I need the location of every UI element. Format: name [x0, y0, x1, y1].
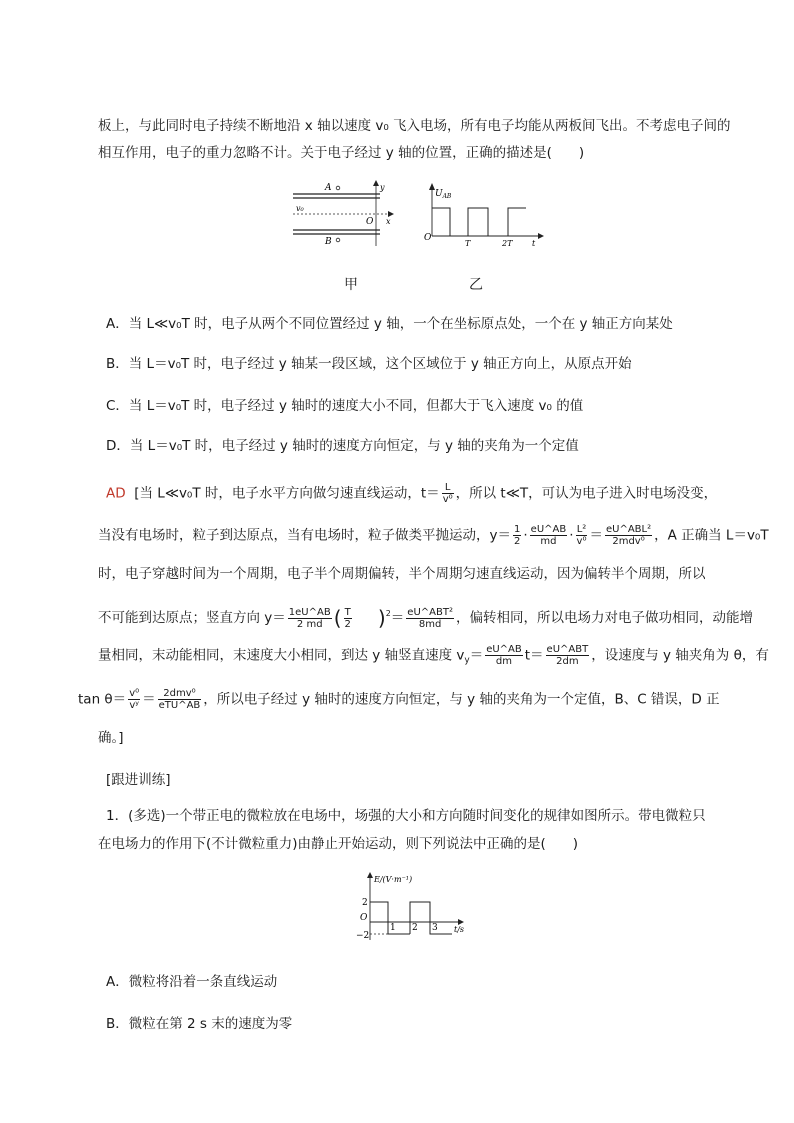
label-2t: 2T [502, 239, 513, 248]
fig-tick-2b: 2 [412, 923, 418, 933]
fig-tick-neg2: −2 [356, 931, 370, 941]
label-a: A [325, 183, 332, 193]
answer-key: AD [106, 485, 126, 502]
label-y: y [380, 183, 385, 192]
option-d: D．当 L＝v₀T 时，电子经过 y 轴时的速度方向恒定，与 y 轴的夹角为一个定值 [106, 438, 579, 454]
label-o-yi: O [424, 233, 432, 243]
option-a: A．当 L≪v₀T 时，电子从两个不同位置经过 y 轴，一个在坐标原点处，一个在 y 轴正方向某处 [106, 316, 673, 332]
answer-line-1: AD [当 L≪v₀T 时，电子水平方向做匀速直线运动，t＝ $\frac{L}{\text{v⁰}}$ ，所以 t≪T，可认为电子进入时电场没变， [106, 482, 718, 505]
label-t-period: T [465, 239, 471, 248]
followup-option-a: A．微粒将沿着一条直线运动 [106, 974, 278, 990]
figure-e-t [352, 868, 476, 948]
fig-origin: O [360, 913, 368, 923]
fig-tick-1: 1 [390, 923, 396, 933]
fig-tick-2: 2 [362, 898, 368, 908]
option-b: B．当 L＝v₀T 时，电子经过 y 轴某一段区域，这个区域位于 y 轴正方向上，从原点开始 [106, 356, 632, 372]
followup-heading: [跟进训练] [106, 772, 171, 788]
answer-line-3: 时，电子穿越时间为一个周期，电子半个周期偏转，半个周期匀速直线运动，因为偏转半个周期，所以 [98, 566, 706, 582]
caption-yi: 乙 [469, 277, 483, 293]
label-b: B [325, 237, 332, 247]
answer-line-2: 当没有电场时，粒子到达原点，当有电场时，粒子做类平抛运动，y＝ $\frac{1}{2}$ · $\frac{eU\^{}AB}{md}$ · $\frac{\text{L²}}{\text{v⁰}}$ ＝ $\frac{\text{eU\textasciicircum{}ABL²}}{\text{2mdv⁰}}$ ，A 正确当 L＝v₀T [98, 524, 769, 547]
answer-line-6: tan θ＝ $\frac{\text{v⁰}}{\text{vʸ}}$ ＝ $\frac{\text{2dmv⁰}}{\text{eTU\textasciicircum{}AB}}$ ，所以电子经过 y 轴时的速度方向恒定，与 y 轴的夹角为一个定值，B、C 错误，D 正 [78, 688, 720, 711]
label-uab: $U_{AB}$ [435, 189, 452, 200]
answer-line-4: 不可能到达原点；竖直方向 y＝ $\frac{1eU\^{}AB}{2 md}$ ( $\frac{T}{2}$ )$^2$＝ $\frac{\text{eU\textasciicircum{}ABT²}}{8md}$ ，偏转相同，所以电场力对电子做功相同，动能增 [98, 606, 753, 630]
answer-line-7: 确。] [98, 730, 124, 746]
label-v0: v₀ [296, 204, 304, 213]
fig-tick-3: 3 [432, 923, 438, 933]
figure-jia-plates [288, 178, 398, 250]
caption-jia: 甲 [344, 277, 358, 293]
label-t-axis: t [532, 239, 536, 248]
followup-q1-line-1: 1．(多选)一个带正电的微粒放在电场中，场强的大小和方向随时间变化的规律如图所示。带电微粒只 [106, 808, 706, 824]
problem-line-1: 板上，与此同时电子持续不断地沿 x 轴以速度 v₀ 飞入电场，所有电子均能从两板间飞出。不考虑电子间的 [98, 118, 731, 134]
followup-option-b: B．微粒在第 2 s 末的速度为零 [106, 1016, 293, 1032]
label-o-jia: O [366, 217, 374, 227]
followup-q1-line-2: 在电场力的作用下(不计微粒重力)由静止开始运动，则下列说法中正确的是( ) [98, 836, 579, 852]
answer-line-5: 量相同，末动能相同，末速度大小相同，到达 y 轴竖直速度 $v_y=$ $\frac{eU\^{}AB}{dm}$ t＝ $\frac{\text{eU\textasciicircum{}ABT}}{2dm}$ ，设速度与 y 轴夹角为 θ，有 [98, 644, 769, 667]
fig-ts: t/s [454, 925, 465, 934]
figure-yi-waveform [422, 178, 548, 250]
fig-ylabel: E/(V·m⁻¹) [374, 875, 413, 884]
option-c: C．当 L＝v₀T 时，电子经过 y 轴时的速度大小不同，但都大于飞入速度 v₀ 的值 [106, 398, 584, 414]
label-x: x [386, 217, 391, 226]
problem-line-2: 相互作用，电子的重力忽略不计。关于电子经过 y 轴的位置，正确的描述是( ) [98, 145, 585, 161]
